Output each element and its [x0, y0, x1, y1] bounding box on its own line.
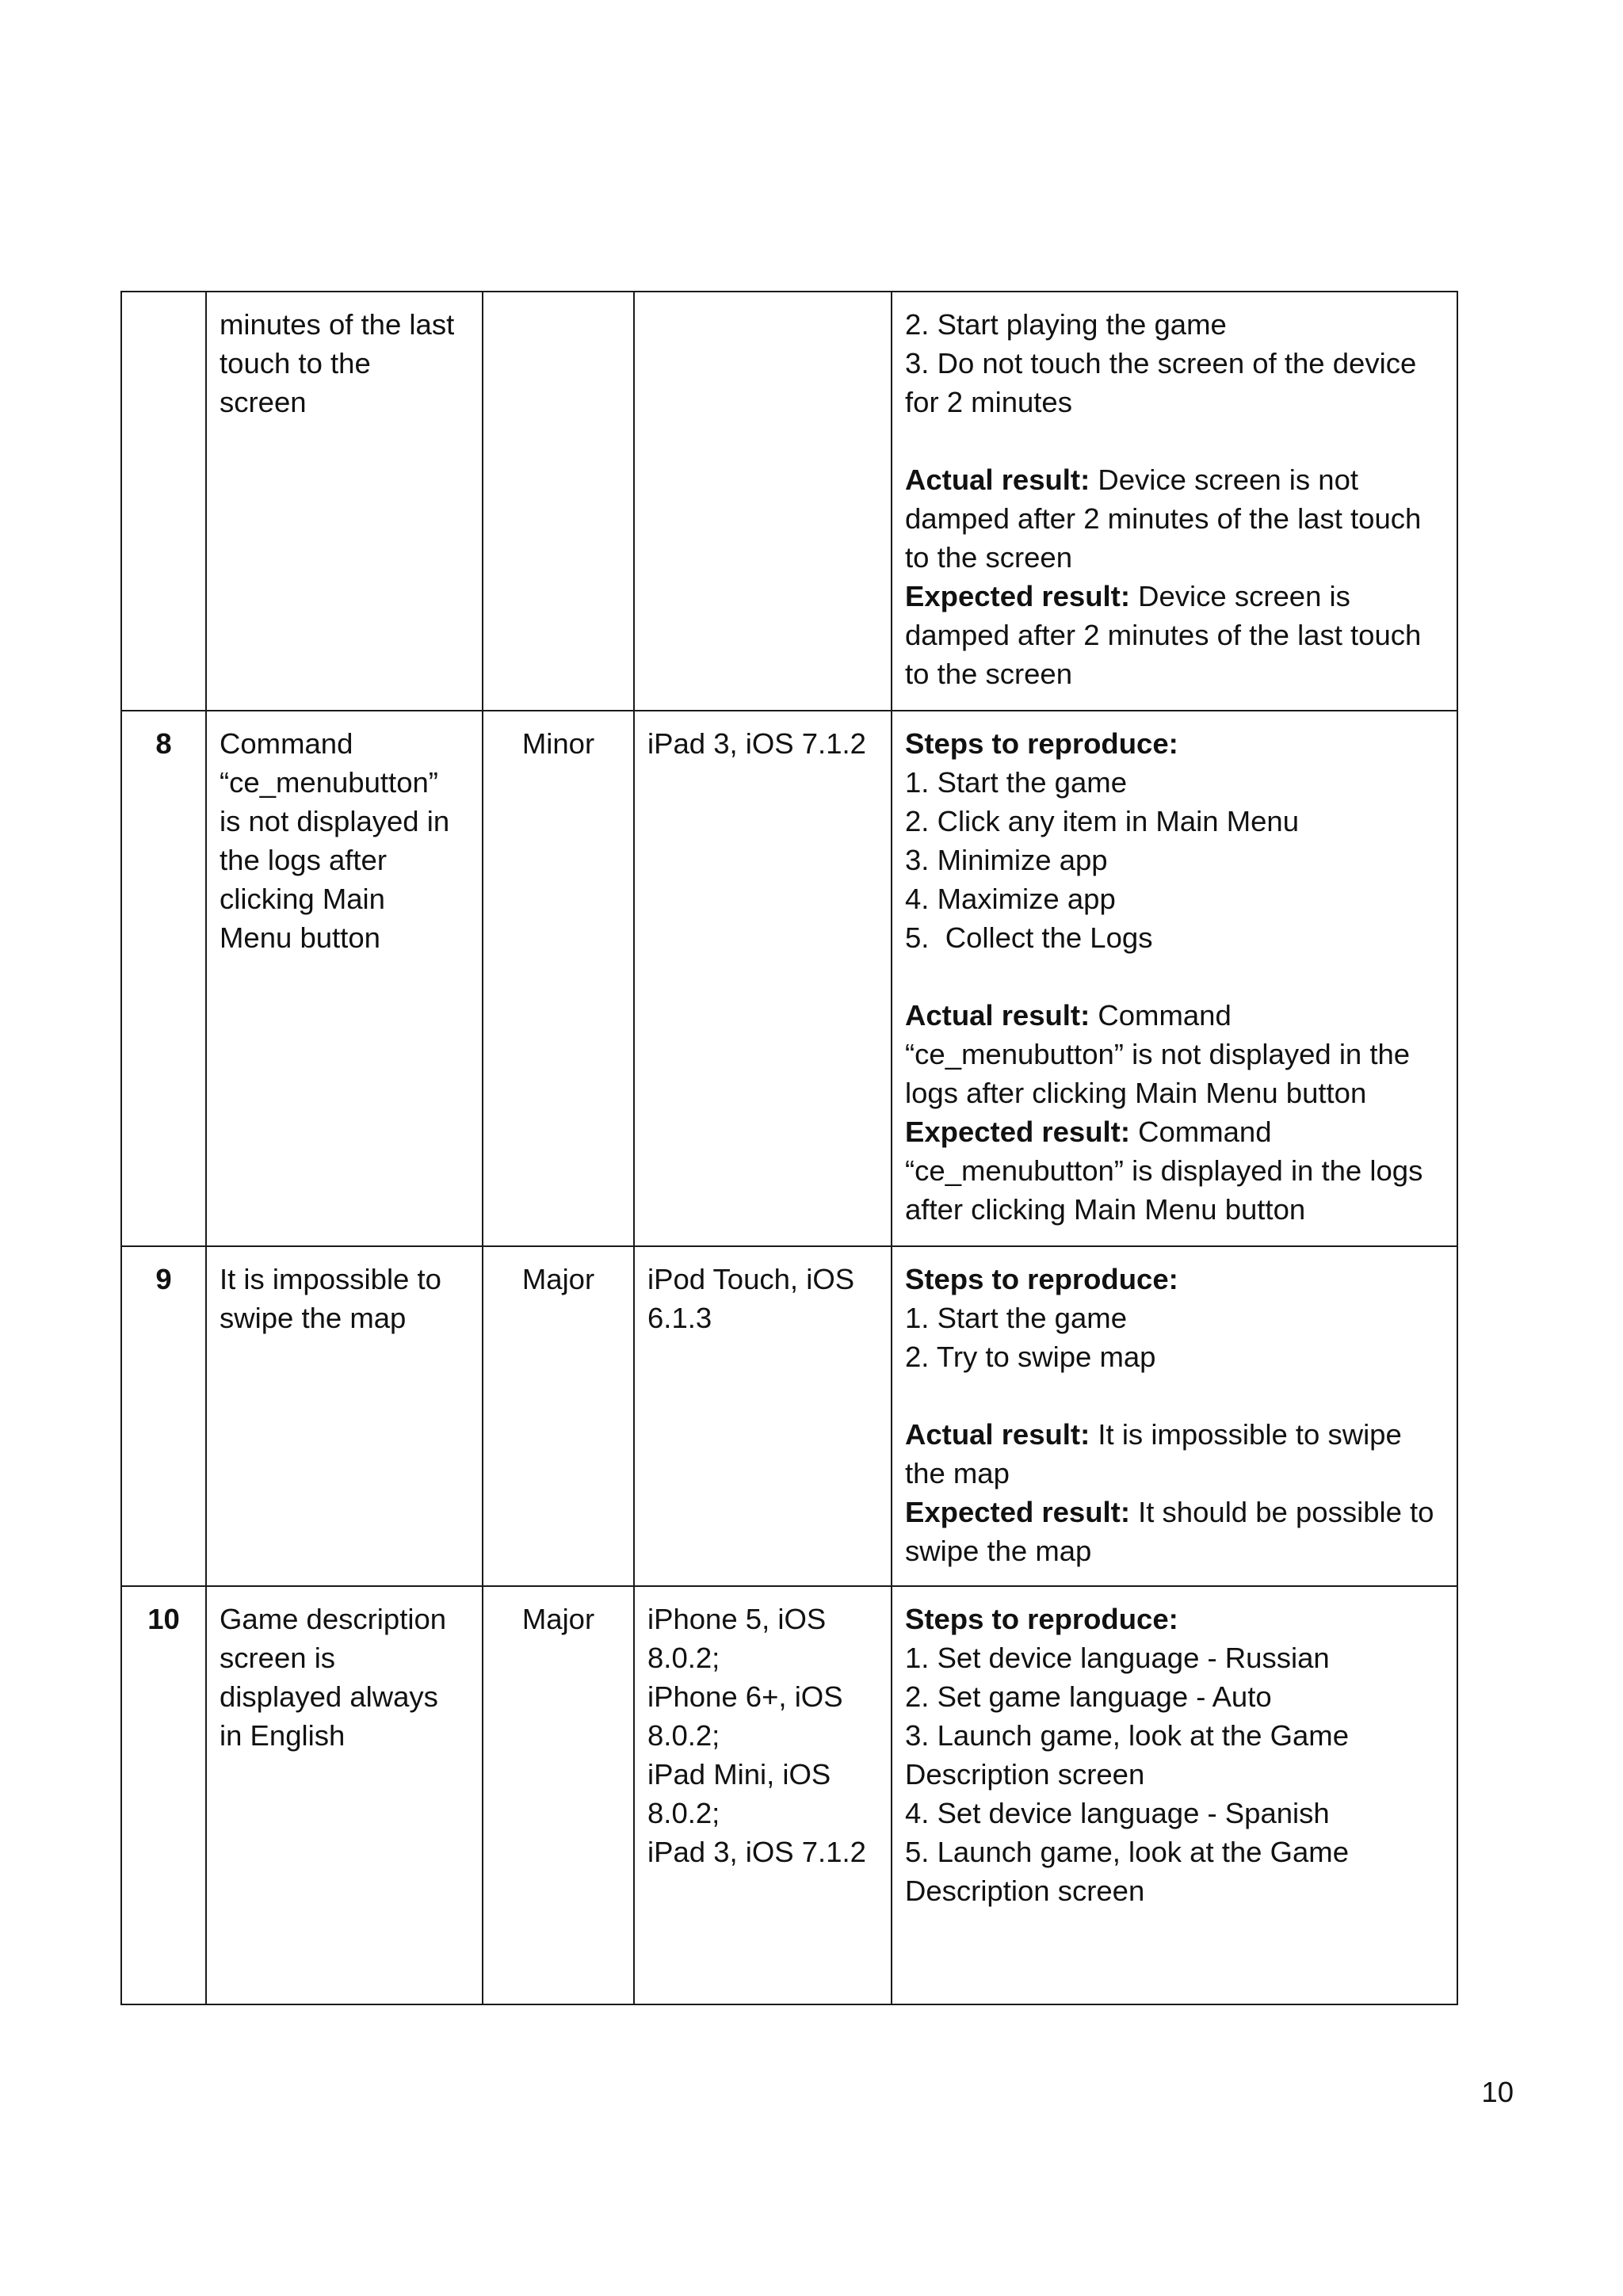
summary-cell [206, 711, 483, 1246]
summary-line: It is impossible to [220, 1263, 441, 1295]
expected-result-line [905, 577, 1444, 616]
expected-result-text: Device screen is [1129, 580, 1350, 612]
severity: Major [521, 1263, 595, 1295]
device-cell [634, 1246, 892, 1586]
expected-result-text: Command [1129, 1116, 1272, 1148]
steps-heading: Steps to reproduce: [905, 1263, 1178, 1295]
step-line: 3. Launch game, look at the Game [905, 1719, 1350, 1752]
bug-number: 10 [147, 1603, 180, 1635]
step-line: 3. Do not touch the screen of the device [905, 347, 1417, 379]
expected-result-line [905, 1493, 1444, 1531]
step-line: 2. Set game language - Auto [905, 1680, 1272, 1713]
device-line: iPad 3, iOS 7.1.2 [647, 1836, 866, 1868]
severity-cell [483, 292, 634, 711]
severity-cell [483, 1586, 634, 2004]
step-line: 2. Start playing the game [905, 308, 1227, 341]
step-line: 1. Start the game [905, 766, 1127, 799]
step-line: 2. Click any item in Main Menu [905, 805, 1299, 837]
actual-result-line: logs after clicking Main Menu button [905, 1077, 1367, 1109]
bug-number: 9 [155, 1263, 172, 1295]
steps-cell [892, 1586, 1457, 2004]
expected-result-text: It should be possible to [1129, 1496, 1434, 1528]
device-line: 6.1.3 [647, 1302, 712, 1334]
steps-heading: Steps to reproduce: [905, 727, 1178, 760]
device-line: iPhone 6+, iOS [647, 1680, 843, 1713]
table-body [121, 292, 1457, 2004]
summary-line: screen [220, 386, 307, 418]
table-row [121, 1586, 1457, 2004]
summary-line: touch to the [220, 347, 371, 379]
actual-result-line [905, 460, 1444, 499]
device-cell [634, 711, 892, 1246]
steps-cell [892, 1246, 1457, 1586]
severity-cell [483, 1246, 634, 1586]
step-line: 2. Try to swipe map [905, 1341, 1156, 1373]
step-line: 3. Minimize app [905, 844, 1108, 876]
device-line: 8.0.2; [647, 1797, 720, 1829]
table-row [121, 711, 1457, 1246]
summary-line: the logs after [220, 844, 388, 876]
actual-result-label: Actual result: [905, 463, 1090, 496]
step-line: 1. Set device language - Russian [905, 1642, 1330, 1674]
expected-result-label: Expected result: [905, 1116, 1130, 1148]
summary-line: minutes of the last [220, 308, 455, 341]
expected-result-line: to the screen [905, 658, 1073, 690]
summary-line: displayed always [220, 1680, 438, 1713]
step-line: for 2 minutes [905, 386, 1072, 418]
actual-result-label: Actual result: [905, 999, 1090, 1032]
summary-cell [206, 292, 483, 711]
actual-result-text: Device screen is not [1090, 463, 1359, 496]
table-row [121, 292, 1457, 711]
actual-result-text: It is impossible to swipe [1090, 1418, 1402, 1451]
expected-result-line: swipe the map [905, 1535, 1092, 1567]
step-line: 4. Set device language - Spanish [905, 1797, 1330, 1829]
actual-result-line: damped after 2 minutes of the last touch [905, 502, 1422, 535]
step-line: 1. Start the game [905, 1302, 1127, 1334]
actual-result-line: to the screen [905, 541, 1073, 574]
expected-result-line: “ce_menubutton” is displayed in the logs [905, 1154, 1423, 1187]
expected-result-line: damped after 2 minutes of the last touch [905, 619, 1422, 651]
summary-line: “ce_menubutton” [220, 766, 438, 799]
summary-line: in English [220, 1719, 346, 1752]
summary-line: clicking Main [220, 883, 385, 915]
step-line: 5. Launch game, look at the Game [905, 1836, 1350, 1868]
steps-cell [892, 292, 1457, 711]
severity: Minor [521, 727, 595, 760]
step-line: 5. Collect the Logs [905, 921, 1153, 954]
bug-number-cell [121, 711, 206, 1246]
device-line: 8.0.2; [647, 1719, 720, 1752]
expected-result-line: after clicking Main Menu button [905, 1193, 1306, 1226]
steps-cell [892, 711, 1457, 1246]
actual-result-line: “ce_menubutton” is not displayed in the [905, 1038, 1411, 1070]
severity: Major [521, 1603, 595, 1635]
actual-result-line: the map [905, 1457, 1010, 1489]
device-line: iPad 3, iOS 7.1.2 [647, 727, 866, 760]
bug-report-table [120, 291, 1458, 2005]
summary-line: screen is [220, 1642, 336, 1674]
summary-line: Menu button [220, 921, 380, 954]
summary-cell [206, 1246, 483, 1586]
step-line: Description screen [905, 1875, 1145, 1907]
steps-heading: Steps to reproduce: [905, 1603, 1178, 1635]
expected-result-line [905, 1112, 1444, 1151]
device-line: iPod Touch, iOS [647, 1263, 855, 1295]
expected-result-label: Expected result: [905, 580, 1130, 612]
device-line: iPad Mini, iOS [647, 1758, 831, 1791]
expected-result-label: Expected result: [905, 1496, 1130, 1528]
severity-cell [483, 711, 634, 1246]
summary-line: is not displayed in [220, 805, 450, 837]
summary-cell [206, 1586, 483, 2004]
actual-result-line [905, 996, 1444, 1035]
step-line: Description screen [905, 1758, 1145, 1791]
device-cell [634, 1586, 892, 2004]
summary-line: Game description [220, 1603, 447, 1635]
device-line: iPhone 5, iOS [647, 1603, 827, 1635]
actual-result-label: Actual result: [905, 1418, 1090, 1451]
table-row [121, 1246, 1457, 1586]
page-number: 10 [1481, 2076, 1514, 2108]
step-line: 4. Maximize app [905, 883, 1116, 915]
bug-number-cell [121, 1246, 206, 1586]
summary-line: Command [220, 727, 353, 760]
bug-number: 8 [155, 727, 172, 760]
bug-number-cell [121, 292, 206, 711]
bug-number-cell [121, 1586, 206, 2004]
actual-result-line [905, 1415, 1444, 1454]
summary-line: swipe the map [220, 1302, 407, 1334]
device-line: 8.0.2; [647, 1642, 720, 1674]
device-cell [634, 292, 892, 711]
actual-result-text: Command [1090, 999, 1232, 1032]
